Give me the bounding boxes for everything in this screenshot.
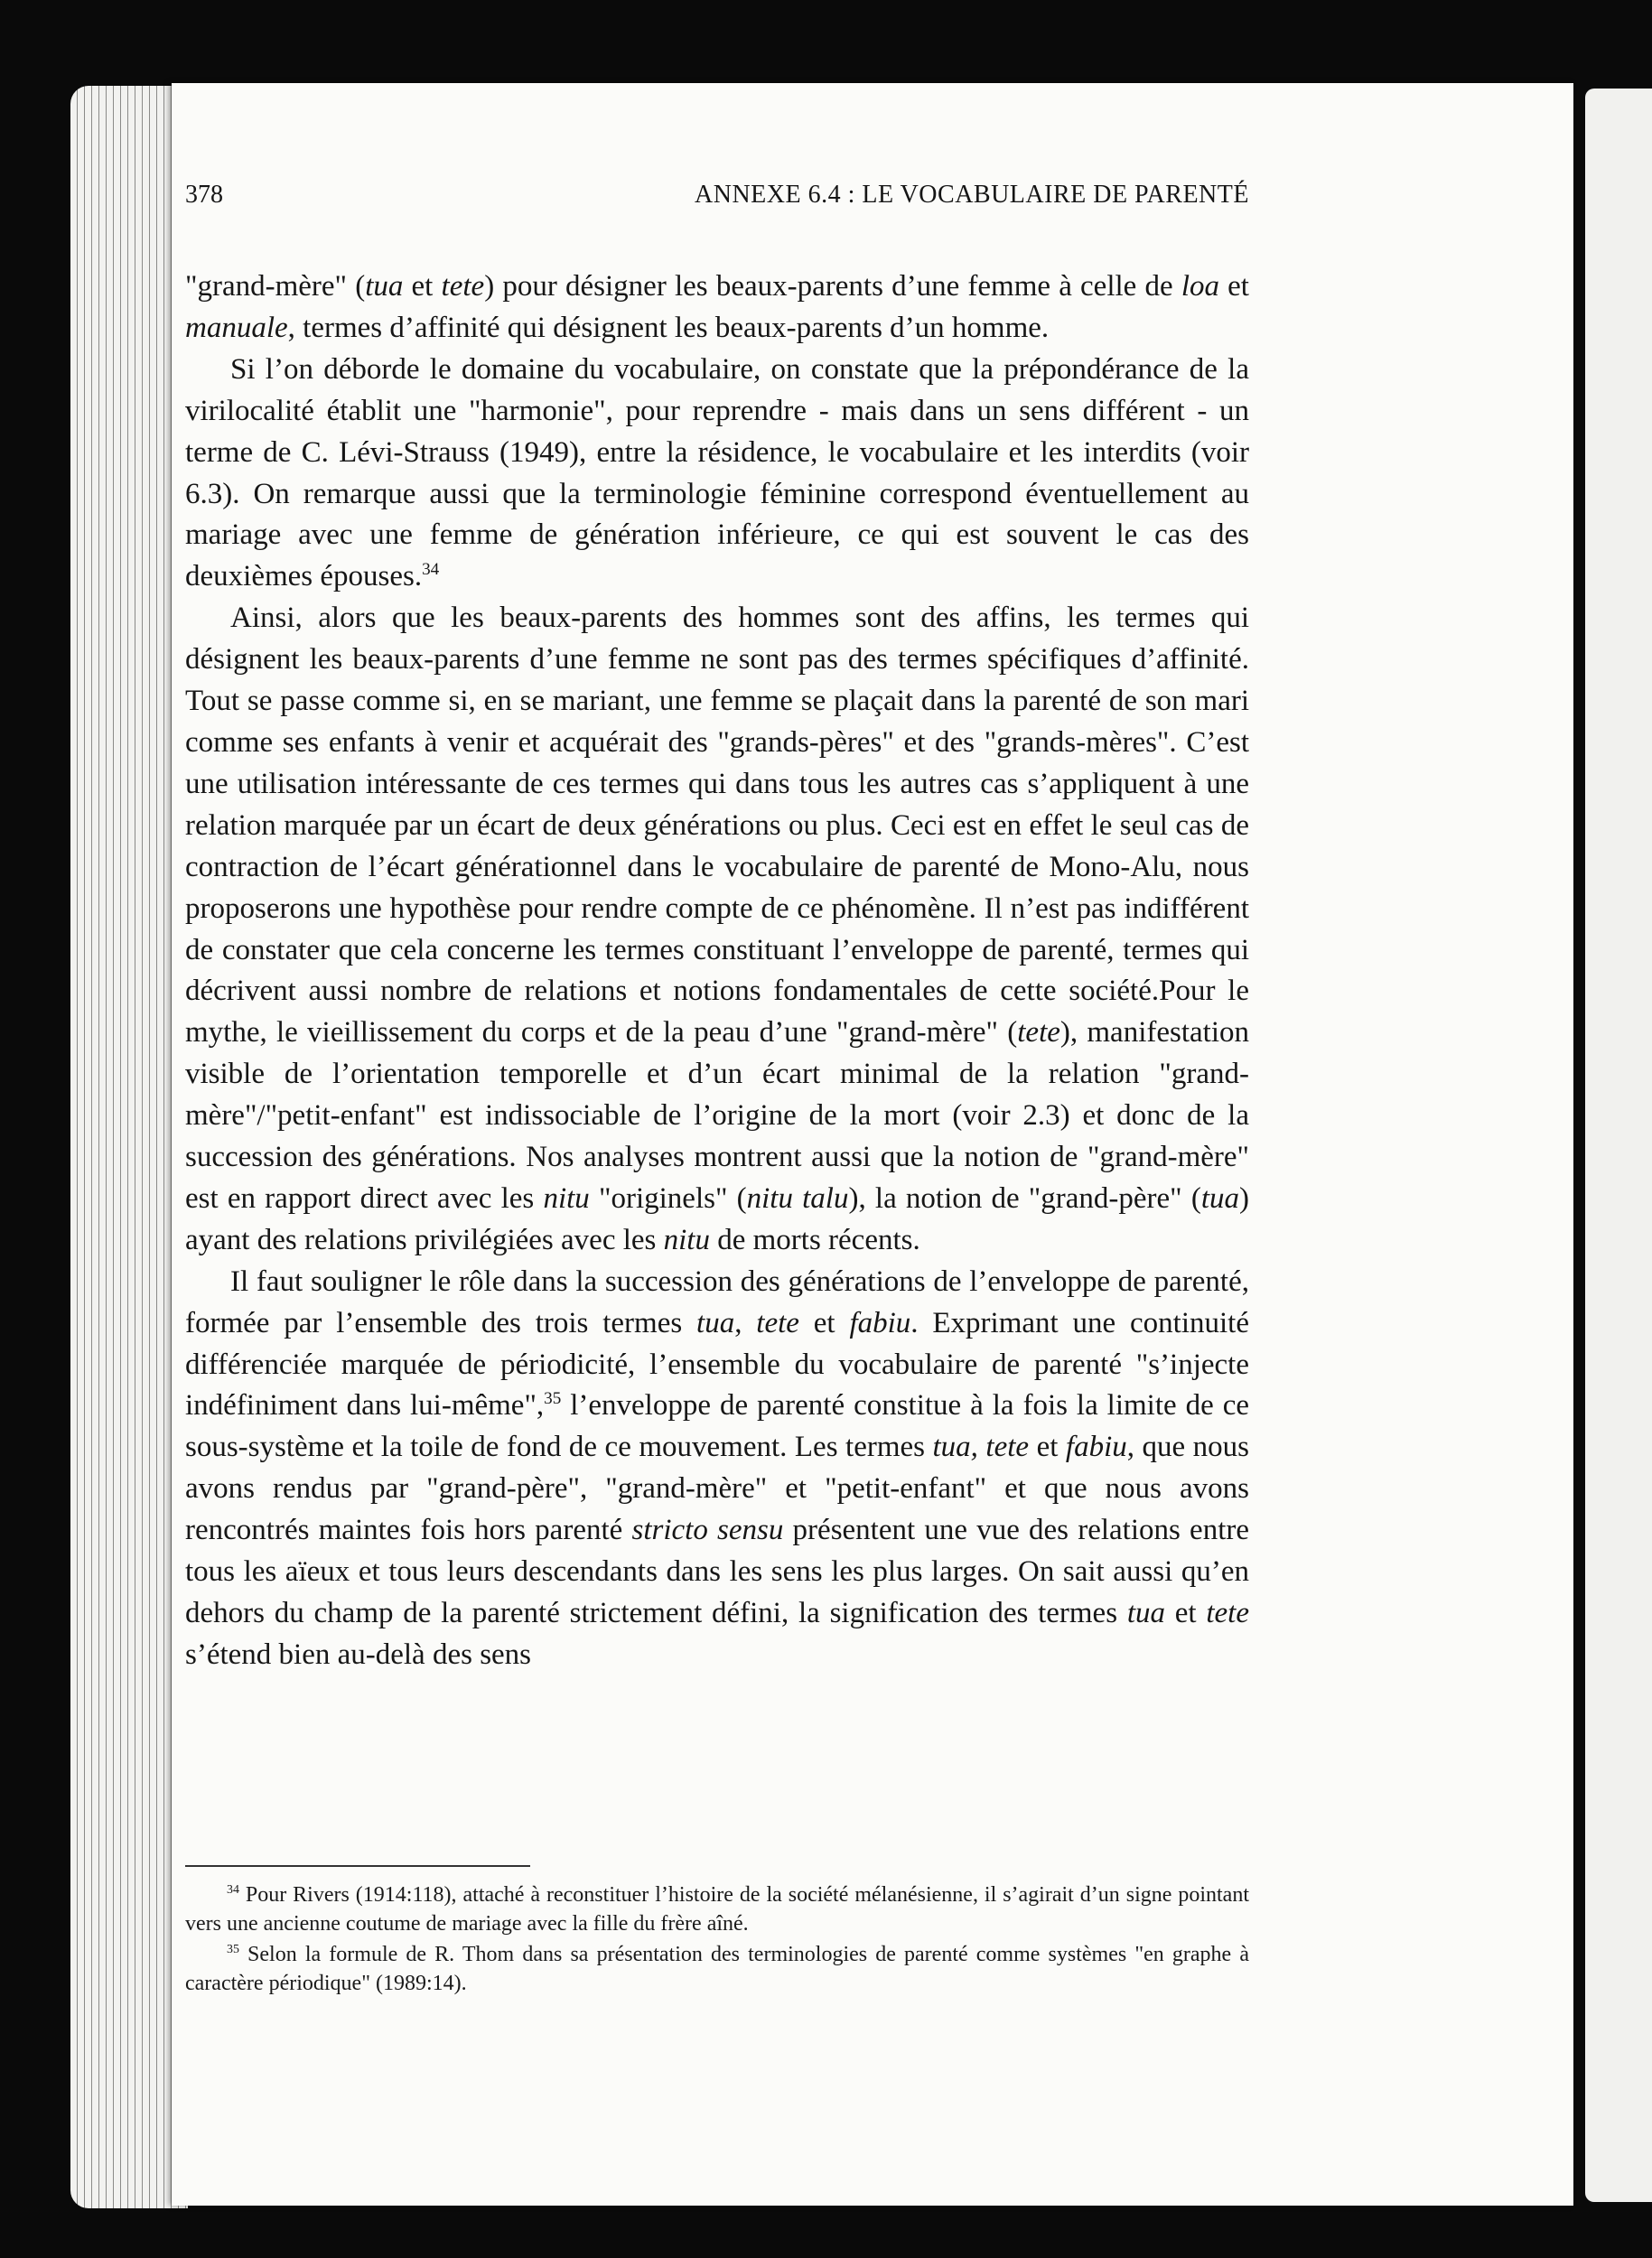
italic-term: tete (441, 270, 485, 303)
body-text (185, 266, 1249, 1676)
text-run: ) pour désigner les beaux-parents d’une femme à celle de (484, 270, 1181, 303)
footnote-rule (185, 1865, 530, 1867)
text-run: , que nous avons rendus par "grand-père", "grand-mère" et "petit-enfant" et que nous avons rencontrés maintes fois hors parenté (185, 1431, 1249, 1547)
text-run: et (403, 270, 442, 303)
text-run: et (1165, 1597, 1207, 1629)
page-number: 378 (185, 181, 223, 209)
footnote-ref: 35 (544, 1389, 562, 1409)
text-run: . Exprimant une continuité différenciée marquée de périodicité, l’ensemble du vocabulaire de parenté "s’injecte indéfiniment dans lui-même", (185, 1306, 1249, 1423)
footnote-ref: 35 (227, 1943, 239, 1956)
italic-term: tua (1126, 1597, 1165, 1629)
footnote-ref: 34 (227, 1883, 239, 1897)
text-run: , (734, 1306, 757, 1339)
text-run: ) ayant des relations privilégiées avec les (185, 1181, 1249, 1256)
italic-term: tua, tete (932, 1431, 1030, 1464)
italic-term: tete (1017, 1016, 1060, 1050)
italic-term: tete (1206, 1597, 1249, 1629)
text-run: présentent une vue des relations entre tous les aïeux et tous leurs descendants dans les sens les plus larges. On sait aussi qu’en dehors du champ de la parenté strictement défini, la signification des termes (185, 1514, 1249, 1629)
text-run: ), manifestation visible de l’orientation temporelle et d’un écart minimal de la relation "grand-mère"/"petit-enfant" est indissociable de l’origine de la mort (voir 2.3) et donc de la succession des générations. Nos analyses montrent aussi que la notion de "grand-mère" est en rapport direct avec les (185, 1016, 1249, 1215)
footnote (185, 1880, 1249, 1938)
text-run: , termes d’affinité qui désignent les beaux-parents d’un homme. (287, 311, 1050, 344)
italic-term: loa (1181, 270, 1219, 303)
italic-term: tua (696, 1306, 735, 1339)
paragraph (185, 266, 1249, 350)
text-run: Si l’on déborde le domaine du vocabulaire, on constate que la prépondérance de la virilocalité établit une "harmonie", pour reprendre - mais dans un sens différent - un terme de C. Lévi-Strauss (1949), entre la résidence, le vocabulaire et les interdits (voir 6.3). On remarque aussi que la terminologie féminine correspond éventuellement au mariage avec une femme de génération inférieure, ce qui est souvent le cas des deuxièmes épouses. (185, 352, 1249, 593)
text-run: s’étend bien au-delà des sens (185, 1638, 532, 1671)
footnote-ref: 34 (422, 560, 440, 580)
text-run: et (1029, 1431, 1066, 1464)
page-edges (70, 86, 188, 2208)
italic-term: nitu (663, 1223, 710, 1256)
italic-term: nitu talu (746, 1181, 849, 1215)
text-run: l’enveloppe de parenté constitue à la fois la limite de ce sous-système et la toile de fond de ce mouvement. Les termes (185, 1389, 1249, 1464)
paragraph (185, 350, 1249, 598)
paragraph (185, 1262, 1249, 1676)
footnotes (185, 1880, 1249, 2000)
text-run: Selon la formule de R. Thom dans sa présentation des terminologies de parenté comme systèmes "en graphe à caractère périodique" (1989:14). (185, 1943, 1249, 1995)
text-run: ), la notion de "grand-père" ( (848, 1181, 1201, 1215)
chapter-title: ANNEXE 6.4 : LE VOCABULAIRE DE PARENTÉ (695, 181, 1249, 209)
paragraph (185, 598, 1249, 1262)
italic-term: nitu (543, 1181, 590, 1215)
text-run: Ainsi, alors que les beaux-parents des hommes sont des affins, les termes qui désignent les beaux-parents d’une femme ne sont pas des termes spécifiques d’affinité. Tout se passe comme si, en se mariant, une femme se plaçait dans la parenté de son mari comme ses enfants à venir et acquérait des "grands-pères" et des "grands-mères". C’est une utilisation intéressante de ces termes qui dans tous les autres cas s’appliquent à une relation marquée par un écart de deux générations ou plus. Ceci est en effet le seul cas de contraction de l’écart générationnel dans le vocabulaire de parenté de Mono-Alu, nous proposerons une hypothèse pour rendre compte de ce phénomène. Il n’est pas indifférent de constater que cela concerne les termes constituant l’enveloppe de parenté, termes qui décrivent aussi nombre de relations et notions fondamentales de cette société.Pour le mythe, le vieillissement du corps et de la peau d’une "grand-mère" ( (185, 602, 1249, 1050)
facing-page-edge (1585, 89, 1652, 2202)
text-run: "grand-mère" ( (185, 270, 366, 303)
running-head (185, 181, 1249, 217)
italic-term: tua (365, 270, 404, 303)
text-run: et (798, 1306, 850, 1339)
italic-term: tua (1200, 1181, 1239, 1215)
italic-term: fabiu (849, 1306, 911, 1339)
italic-term: stricto sensu (631, 1514, 784, 1547)
italic-term: tete (756, 1306, 799, 1339)
italic-term: fabiu (1065, 1431, 1127, 1464)
text-run: de morts récents. (709, 1223, 920, 1256)
italic-term: manuale (185, 311, 288, 344)
text-run: Il faut souligner le rôle dans la succession des générations de l’enveloppe de parenté, formée par l’ensemble des trois termes (185, 1264, 1249, 1339)
text-run: Pour Rivers (1914:118), attaché à reconstituer l’histoire de la société mélanésienne, il s’agirait d’un signe pointant vers une ancienne coutume de mariage avec la fille du frère aîné. (185, 1883, 1249, 1936)
text-run: "originels" ( (589, 1181, 747, 1215)
text-run: et (1218, 270, 1249, 303)
footnote (185, 1940, 1249, 1998)
